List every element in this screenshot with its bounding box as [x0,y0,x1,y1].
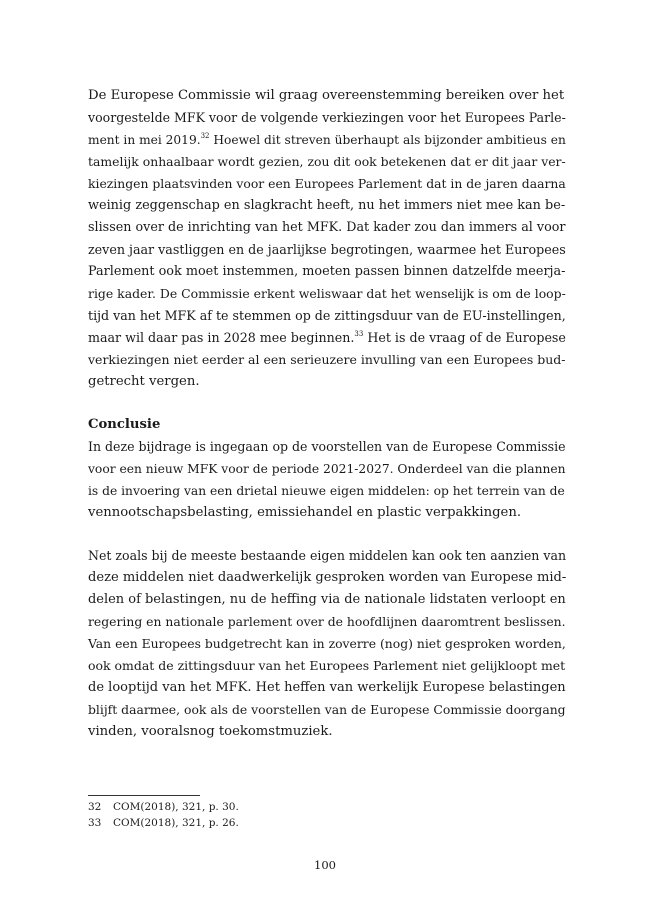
footnote-text: COM(2018), 321, p. 30. [113,801,239,813]
text-line: is de invoering van een drietal nieuwe eigen middelen: op het terrein van de [88,484,565,498]
section-heading: Conclusie [88,417,161,432]
text-segment: Het is de vraag of de Europese [363,330,566,345]
text-segment: ment in mei 2019. [88,133,201,147]
text-line: Net zoals bij de meeste bestaande eigen middelen kan ook ten aanzien van [88,548,567,563]
text-line: deze middelen niet daadwerkelijk gesproken worden van Europese mid- [88,570,567,585]
text-line: zeven jaar vastliggen en de jaarlijkse begrotingen, waarmee het Europees [88,242,566,257]
text-line: rige kader. De Commissie erkent weliswaar dat het wenselijk is om de loop- [88,286,566,301]
text-line: getrecht vergen. [88,374,200,389]
text-line: delen of belastingen, nu de heffing via de nationale lidstaten verloopt en [88,592,566,607]
footnote-32 [88,799,239,815]
text-line: de looptijd van het MFK. Het heffen van werkelijk Europese belastingen [88,680,566,695]
text-line: In deze bijdrage is ingegaan op de voorstellen van de Europese Commissie [88,439,566,454]
paragraph-3 [88,545,568,743]
text-line: kiezingen plaatsvinden voor een Europees Parlement dat in de jaren daarna [88,177,566,191]
text-line: slissen over de inrichting van het MFK. Dat kader zou dan immers al voor [88,220,566,235]
text-line: vinden, vooralsnog toekomstmuziek. [88,724,333,739]
text-line: voor een nieuw MFK voor de periode 2021-2027. Onderdeel van die plannen [88,462,566,476]
text-line: tijd van het MFK af te stemmen op de zittingsduur van de EU-instellingen, [88,308,566,323]
footnotes [88,799,239,831]
text-line [88,327,568,349]
text-line: regering en nationale parlement over de hoofdlijnen daaromtrent beslissen. [88,615,566,629]
text-line: verkiezingen niet eerder al een serieuzere invulling van een Europees bud- [88,352,566,367]
footnote-number: 32 [88,801,102,813]
text-line: Parlement ook moet instemmen, moeten passen binnen datzelfde meerja- [88,264,566,279]
text-line [88,129,568,151]
footnote-33 [88,815,239,831]
paragraph-1 [88,85,568,393]
text-segment: maar wil daar pas in 2028 mee beginnen. [88,330,355,345]
text-segment: Hoewel dit streven überhaupt als bijzonder ambitieus en [209,133,566,147]
text-line: weinig zeggenschap en slagkracht heeft, nu het immers niet mee kan be- [88,198,566,213]
text-line: voorgestelde MFK voor de volgende verkiezingen voor het Europees Parle- [88,110,566,125]
footnote-ref-32[interactable]: 32 [200,131,210,140]
text-line: tamelijk onhaalbaar wordt gezien, zou dit ook betekenen dat er dit jaar ver- [88,154,566,169]
footnote-text: COM(2018), 321, p. 26. [113,817,239,829]
text-line: vennootschapsbelasting, emissiehandel en plastic verpakkingen. [88,505,522,520]
conclusion-section [88,414,568,524]
text-line: De Europese Commissie wil graag overeenstemming bereiken over het [88,88,565,103]
page-number: 100 [314,858,336,872]
footnote-number: 33 [88,817,102,829]
text-line: blijft daarmee, ook als de voorstellen van de Europese Commissie doorgang [88,703,566,717]
text-line: Van een Europees budgetrecht kan in zoverre (nog) niet gesproken worden, [88,637,566,651]
text-line: ook omdat de zittingsduur van het Europees Parlement niet gelijkloopt met [88,658,566,673]
footnote-ref-33[interactable]: 33 [354,329,364,338]
footnote-divider [88,795,200,796]
